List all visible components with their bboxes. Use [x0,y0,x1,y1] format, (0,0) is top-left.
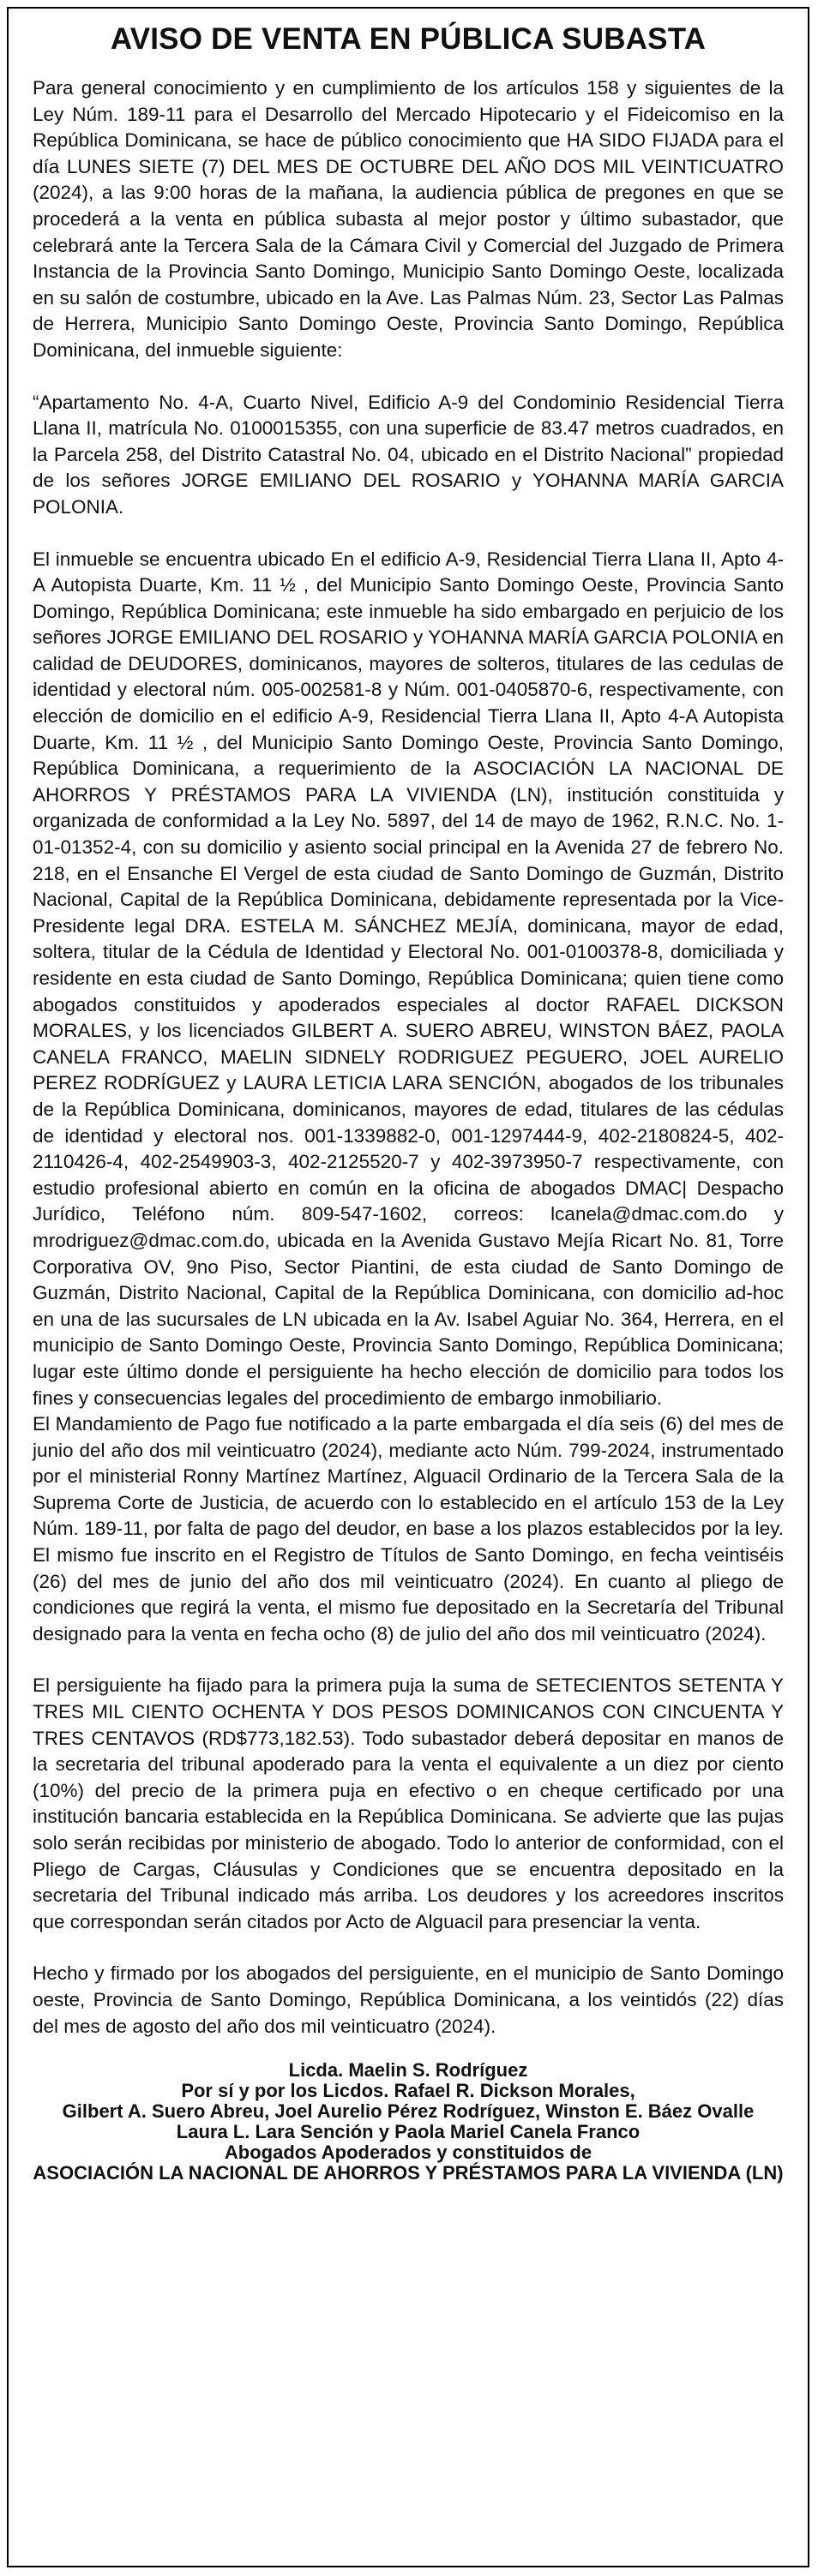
notice-frame [7,7,809,2567]
paragraph-announcement: Para general conocimiento y en cumplimiento de los artículos 158 y siguientes de la Ley Núm. 189-11 para el Desarrollo del Mercado Hipotecario y el Fideicomiso en la República Dominicana, se hace de público conocimiento que HA SIDO FIJADA para el día LUNES SIETE (7) DEL MES DE OCTUBRE DEL AÑO DOS MIL VEINTICUATRO (2024), a las 9:00 horas de la mañana, la audiencia pública de pregones en que se procederá a la venta en pública subasta al mejor postor y último subastador, que celebrará ante la Tercera Sala de la Cámara Civil y Comercial del Juzgado de Primera Instancia de la Provincia Santo Domingo, Municipio Santo Domingo Oeste, localizada en su salón de costumbre, ubicado en la Ave. Las Palmas Núm. 23, Sector Las Palmas de Herrera, Municipio Santo Domingo Oeste, Provincia Santo Domingo, República Dominicana, del inmueble siguiente: [33,77,784,361]
paragraph-payment-order: El Mandamiento de Pago fue notificado a la parte embargada el día seis (6) del mes de junio del año dos mil veinticuatro (2024), mediante acto Núm. 799-2024, instrumentado por el ministerial Ronny Martínez Martínez, Alguacil Ordinario de la Tercera Sala de la Suprema Corte de Justicia, de acuerdo con lo establecido en el artículo 153 de la Ley Núm. 189-11, por falta de pago del deudor, en base a los plazos establecidos por la ley. El mismo fue inscrito en el Registro de Títulos de Santo Domingo, en fecha veintiséis (26) del mes de junio del año dos mil veinticuatro (2024). En cuanto al pliego de condiciones que regirá la venta, el mismo fue depositado en la Secretaría del Tribunal designado para la venta en fecha ocho (8) de julio del año dos mil veinticuatro (2024). [33,1413,784,1644]
paragraph-property-location-parties: El inmueble se encuentra ubicado En el edificio A-9, Residencial Tierra Llana II, Apto 4-A Autopista Duarte, Km. 11 ½ , del Municipio Santo Domingo Oeste, Provincia Santo Domingo, República Dominicana; este inmueble ha sido embargado en perjuicio de los señores JORGE EMILIANO DEL ROSARIO y YOHANNA MARÍA GARCIA POLONIA en calidad de DEUDORES, dominicanos, mayores de solteros, titulares de las cedulas de identidad y electoral núm. 005-002581-8 y Núm. 001-0405870-6, respectivamente, con elección de domicilio en el edificio A-9, Residencial Tierra Llana II, Apto 4-A Autopista Duarte, Km. 11 ½ , del Municipio Santo Domingo Oeste, Provincia Santo Domingo, República Dominicana, a requerimiento de la ASOCIACIÓN LA NACIONAL DE AHORROS Y PRÉSTAMOS PARA LA VIVIENDA (LN), institución constituida y organizada de conformidad a la Ley No. 5897, del 14 de mayo de 1962, R.N.C. No. 1-01-01352-4, con su domicilio y asiento social principal en la Avenida 27 de febrero No. 218, en el Ensanche El Vergel de esta ciudad de Santo Domingo de Guzmán, Distrito Nacional, Capital de la República Dominicana, debidamente representada por la Vice-Presidente legal DRA. ESTELA M. SÁNCHEZ MEJÍA, dominicana, mayor de edad, soltera, titular de la Cédula de Identidad y Electoral No. 001-0100378-8, domiciliada y residente en esta ciudad de Santo Domingo, República Dominicana; quien tiene como abogados constituidos y apoderados especiales al doctor RAFAEL DICKSON MORALES, y los licenciados GILBERT A. SUERO ABREU, WINSTON BÁEZ, PAOLA CANELA FRANCO, MAELIN SIDNELY RODRIGUEZ PEGUERO, JOEL AURELIO PEREZ RODRÍGUEZ y LAURA LETICIA LARA SENCIÓN, abogados de los tribunales de la República Dominicana, dominicanos, mayores de edad, titulares de las cédulas de identidad y electoral nos. 001-1339882-0, 001-1297444-9, 402-2180824-5, 402-2110426-4, 402-2549903-3, 402-2125520-7 y 402-3973950-7 respectivamente, con estudio profesional abierto en común en la oficina de abogados DMAC| Despacho Jurídico, Teléfono núm. 809-547-1602, correos: lcanela@dmac.com.do y mrodriguez@dmac.com.do, ubicada en la Avenida Gustavo Mejía Ricart No. 81, Torre Corporativa OV, 9no Piso, Sector Piantini, de esta ciudad de Santo Domingo de Guzmán, Distrito Nacional, Capital de la República Dominicana, con domicilio ad-hoc en una de las sucursales de LN ubicada en la Av. Isabel Aguiar No. 364, Herrera, en el municipio de Santo Domingo Oeste, Provincia Santo Domingo, República Dominicana; lugar este último donde el persiguiente ha hecho elección de domicilio para todos los fines y consecuencias legales del procedimiento de embargo inmobiliario. [33,548,784,1409]
paragraph-property-description: “Apartamento No. 4-A, Cuarto Nivel, Edificio A-9 del Condominio Residencial Tierra Llana II, matrícula No. 0100015355, con una superficie de 83.47 metros cuadrados, en la Parcela 258, del Distrito Catastral No. 04, ubicado en el Distrito Nacional” propiedad de los señores JORGE EMILIANO DEL ROSARIO y YOHANNA MARÍA GARCIA POLONIA. [33,391,784,518]
notice-title: AVISO DE VENTA EN PÚBLICA SUBASTA [110,22,707,56]
paragraph-signed: Hecho y firmado por los abogados del persiguiente, en el municipio de Santo Domingo oeste, Provincia de Santo Domingo, República Dominicana, a los veintidós (22) días del mes de agosto del año dos mil veinticuatro (2024). [33,1962,784,2037]
signature-line: Abogados Apoderados y constituidos de [224,2142,592,2164]
signature-line: Laura L. Lara Sención y Paola Mariel Canela Franco [176,2121,641,2143]
signature-line: Por sí y por los Licdos. Rafael R. Dickson Morales, [181,2080,635,2102]
paragraph-gap [33,1935,784,1961]
signature-block [33,2060,784,2184]
signature-line: Gilbert A. Suero Abreu, Joel Aurelio Pérez Rodríguez, Winston E. Báez Ovalle [62,2100,755,2123]
signature-organization: ASOCIACIÓN LA NACIONAL DE AHORROS Y PRÉSTAMOS PARA LA VIVIENDA (LN) [33,2162,784,2184]
paragraph-gap [33,364,784,390]
paragraph-gap [33,1647,784,1673]
paragraph-first-bid: El persiguiente ha fijado para la primera puja la suma de SETECIENTOS SETENTA Y TRES MIL CIENTO OCHENTA Y DOS PESOS DOMINICANOS CON CINCUENTA Y TRES CENTAVOS (RD$773,182.53). Todo subastador deberá depositar en manos de la secretaria del tribunal apoderado para la venta el equivalente a un diez por ciento (10%) del precio de la primera puja en efectivo o en cheque certificado por una institución bancaria establecida en la República Dominicana. Se advierte que las pujas solo serán recibidas por ministerio de abogado. Todo lo anterior de conformidad, con el Pliego de Cargas, Cláusulas y Condiciones que se encuentra depositado en la secretaria del Tribunal indicado más arriba. Los deudores y los acreedores inscritos que correspondan serán citados por Acto de Alguacil para presenciar la venta. [33,1674,784,1932]
paragraph-gap [33,521,784,547]
signature-name: Licda. Maelin S. Rodríguez [288,2059,528,2082]
